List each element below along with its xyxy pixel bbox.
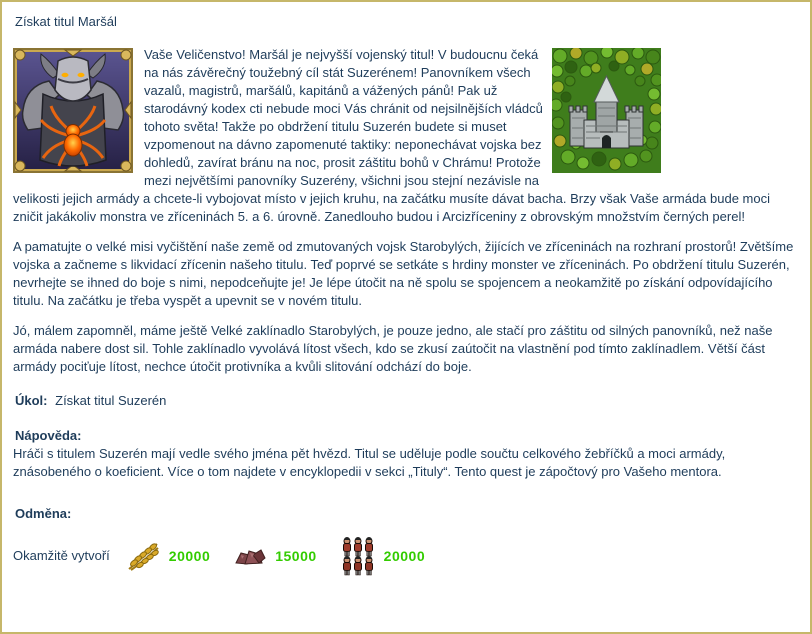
task-text: Získat titul Suzerén bbox=[55, 393, 167, 408]
task-line bbox=[15, 392, 799, 410]
reward-value-soldiers: 20000 bbox=[383, 548, 426, 564]
knight-armor-icon bbox=[13, 48, 133, 173]
reward-value-grain: 20000 bbox=[168, 548, 211, 564]
reward-value-stone: 15000 bbox=[275, 548, 317, 564]
castle-in-forest-icon bbox=[552, 48, 661, 173]
reward-label: Odměna: bbox=[15, 506, 72, 521]
hint-label: Nápověda: bbox=[15, 428, 82, 443]
reward-item-grain bbox=[126, 541, 210, 571]
quest-description bbox=[13, 46, 799, 376]
hint-section bbox=[13, 427, 799, 481]
quest-title: Získat titul Maršál bbox=[15, 14, 117, 29]
reward-item-soldiers bbox=[341, 536, 425, 576]
story-paragraph-3: Jó, málem zapomněl, máme ještě Velké zaklínadlo Starobylých, je pouze jedno, ale stačí pro záštitu od silných panovníků, než naše armáda nabere dost sil. Tohle zaklínadlo vyvolává lítost všech, kdo se zkusí zaútočit na vlastnění pod tímto zaklínadlem. Větší část armády pociťuje lítost, nechce útočit protivníka a kvůli slitování odchází do boje. bbox=[13, 323, 773, 374]
castle-image bbox=[552, 48, 661, 173]
marshal-portrait-image bbox=[13, 48, 133, 173]
story-paragraph-1: Vaše Veličenstvo! Maršál je nejvyšší vojenský titul! V budoucnu čeká na nás závěrečný toužebný cíl stát Suzerénem! Panovníkem všech vazalů, magistrů, maršálů, kapitánů a vážených pánů! Pak už starodávný kodex cti nebude moci Vás chránit od nejsilnějších vládců tohoto světa! Takže po obdržení titulu Suzerén budete si muset vzpomenout na dávno zapomenuté taktiky: neponechávat vojska bez dohledů, zavírat bránu na noc, prosit záštitu bohů v Chrámu! Protože mezi největšími panovníky Suzerény, všichni jsou stejní nezávisle na velikosti jejich armády a chcete-li vybojovat místo v jejich kruhu, na začátku musíte dávat bacha. Brzy však Vaše armáda bude moci zničit jakákoliv monstra ve zříceninách 5. a 6. úrovně. Zanedlouho budou i Arcizříceniny z obrovským množstvím černých perel! bbox=[13, 47, 770, 224]
hint-text: Hráči s titulem Suzerén mají vedle svého jména pět hvězd. Titul se uděluje podle součtu celkového žebříčků a moci armády, znásobeného o koeficient. Více o tom najdete v encyklopedii v sekci „Tituly“. Tento quest je zápočtový pro Vašeho mentora. bbox=[13, 446, 726, 479]
reward-action-label: Okamžitě vytvoří bbox=[13, 548, 110, 563]
wheat-icon bbox=[126, 541, 160, 571]
stone-icon bbox=[234, 546, 266, 566]
task-label: Úkol: bbox=[15, 393, 48, 408]
reward-section bbox=[13, 505, 799, 577]
reward-item-stone bbox=[234, 546, 316, 566]
story-paragraph-2: A pamatujte o velké misi vyčištění naše země od zmutovaných vojsk Starobylých, žijících ve zříceninách na rozhraní prostorů! Zvětšíme vojska a začneme s likvidací zřícenin našeho titulu. Teď poprvé se setkáte s hrdiny monster ve zříceninách. Po obdržení titulu Suzerén, nevrhejte se ihned do boje s nimi, nepodceňujte je! Je lépe útočit na ně spolu se spojencem a neokamžitě po získání odpovídajícího titulu. Na začátku je třeba vyspět a upevnit se v novém titulu. bbox=[13, 239, 794, 308]
reward-row bbox=[13, 535, 799, 577]
soldiers-icon bbox=[341, 536, 375, 576]
